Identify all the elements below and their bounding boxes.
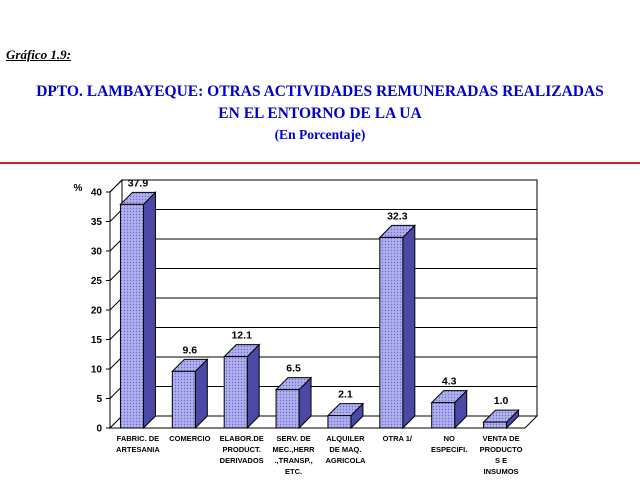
data-label: 2.1 (338, 388, 353, 401)
bar (380, 237, 403, 428)
x-tick-label: VENTA DE (482, 434, 520, 443)
x-tick-label: OTRA 1/ (382, 434, 412, 443)
bar (328, 416, 351, 428)
x-tick-label: AGRICOLA (325, 456, 366, 465)
x-tick-label: PRODUCT. (222, 445, 261, 454)
bar (224, 357, 247, 428)
x-tick-label: .,TRANSP., (274, 456, 313, 465)
y-tick-label: 40 (90, 187, 102, 199)
data-label: 32.3 (387, 210, 408, 223)
bar-side (143, 192, 155, 428)
bar-side (403, 225, 415, 428)
chart-title-line-2: EN EL ENTORNO DE LA UA (218, 105, 422, 122)
y-axis-label: % (73, 183, 83, 194)
y-tick-label: 35 (90, 217, 102, 228)
x-tick-label: ALQUILER (326, 434, 365, 443)
x-tick-label: COMERCIO (169, 434, 211, 443)
bar (484, 422, 507, 428)
x-tick-label: DE MAQ. (329, 445, 362, 454)
y-tick-label: 0 (96, 423, 102, 435)
x-tick-label: PRODUCTO (479, 445, 523, 454)
bar (172, 371, 195, 428)
bar-side (247, 345, 259, 428)
y-tick-label: 20 (90, 305, 102, 317)
data-label: 12.1 (231, 329, 252, 342)
x-tick-label: S E (495, 456, 508, 465)
y-tick-label: 25 (90, 276, 102, 287)
bar (276, 390, 299, 428)
x-tick-label: ELABOR.DE (219, 434, 264, 443)
chart-subtitle: (En Porcentaje) (274, 127, 366, 142)
data-label: 4.3 (441, 375, 457, 388)
y-tick-label: 10 (90, 364, 102, 376)
x-tick-label: INSUMOS (483, 467, 519, 476)
x-tick-label: NO (443, 434, 455, 443)
x-tick-label: FABRIC. DE (116, 434, 160, 443)
x-tick-label: SERV. DE (276, 434, 311, 443)
figure-label: Gráfico 1.9: (6, 47, 71, 62)
x-tick-label: DERIVADOS (219, 456, 264, 465)
x-tick-label: ARTESANIA (116, 445, 160, 454)
y-tick-label: 15 (90, 335, 102, 346)
bar (120, 204, 143, 428)
data-label: 9.6 (182, 344, 198, 357)
y-tick-label: 5 (96, 394, 102, 405)
x-tick-label: ESPECIFI. (431, 445, 468, 454)
bar (432, 403, 455, 428)
x-tick-label: MEC.,HERR (272, 445, 315, 454)
x-tick-label: ETC. (285, 467, 303, 476)
y-tick-label: 30 (90, 246, 102, 258)
data-label: 37.9 (127, 177, 149, 190)
data-label: 6.5 (286, 362, 301, 375)
data-label: 1.0 (493, 395, 509, 408)
chart-title-line-1: DPTO. LAMBAYEQUE: OTRAS ACTIVIDADES REMUNERADAS REALIZADAS (36, 83, 604, 100)
